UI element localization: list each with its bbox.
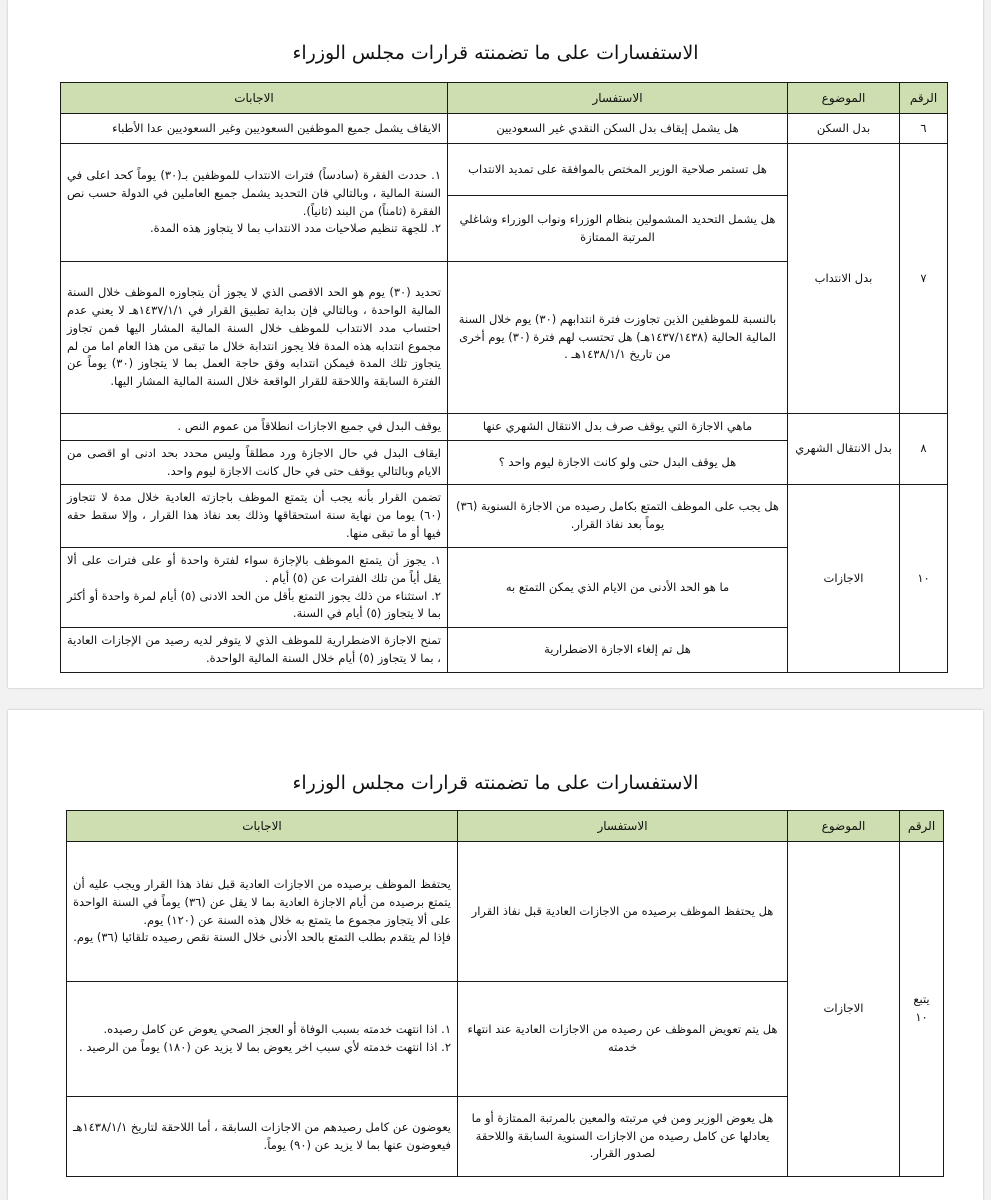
list-item: ١. يجوز أن يتمتع الموظف بالإجازة سواء لفترة واحدة أو على فترات على ألا يقل أياً من تلك الفترات عن (٥) أيام . xyxy=(67,552,441,585)
queries-table xyxy=(60,82,948,673)
answer-cell: ايقاف البدل في حال الاجازة ورد مطلقاً وليس محدد بحد ادنى او اقصى من الايام وبالتالي يوقف حتى في حال كانت الاجازة ليوم واحد. xyxy=(61,440,448,485)
table-row xyxy=(61,485,948,547)
query-cell: هل يحتفظ الموظف برصيده من الاجازات العادية قبل نفاذ القرار xyxy=(458,842,788,982)
table-row xyxy=(61,414,948,441)
table-row xyxy=(67,842,944,982)
header-subject: الموضوع xyxy=(788,811,900,842)
row-subject: بدل الانتداب xyxy=(788,144,900,414)
page-title: الاستفسارات على ما تضمنته قرارات مجلس الوزراء xyxy=(292,772,699,794)
header-answers: الاجابات xyxy=(61,83,448,114)
query-cell: ما هو الحد الأدنى من الايام الذي يمكن التمتع به xyxy=(448,547,788,627)
list-item: ٢. للجهة تنظيم صلاحيات مدد الانتداب بما لا يتجاوز هذه المدة. xyxy=(150,221,441,236)
list-item: ٢. اذا انتهت خدمته لأي سبب اخر يعوض بما لا يزيد عن (١٨٠) يوماً من الرصيد . xyxy=(79,1040,451,1054)
page-title: الاستفسارات على ما تضمنته قرارات مجلس الوزراء xyxy=(292,42,699,64)
answer-cell: يوقف البدل في جميع الاجازات انطلاقاً من عموم النص . xyxy=(61,414,448,441)
row-number: ٦ xyxy=(900,114,948,144)
answer-cell: تمنح الاجازة الاضطرارية للموظف الذي لا يتوفر لديه رصيد من الإجازات العادية ، بما لا يتجاوز (٥) أيام خلال السنة المالية الواحدة. xyxy=(61,628,448,673)
document-page-1 xyxy=(8,0,983,688)
query-cell: ماهي الاجازة التي يوقف صرف بدل الانتقال الشهري عنها xyxy=(448,414,788,441)
query-cell: هل يشمل إيقاف بدل السكن النقدي غير السعوديين xyxy=(448,114,788,144)
table-header-row xyxy=(61,83,948,114)
list-item: ٢. استثناء من ذلك يجوز التمتع بأقل من الحد الادنى (٥) أيام لمرة واحدة أو أكثر بما لا يتجاوز (٥) أيام في السنة. xyxy=(67,588,441,621)
query-cell: هل تستمر صلاحية الوزير المختص بالموافقة على تمديد الانتداب xyxy=(448,144,788,196)
query-cell: هل يتم تعويض الموظف عن رصيده من الاجازات العادية عند انتهاء خدمته xyxy=(458,982,788,1097)
query-cell: هل يشمل التحديد المشمولين بنظام الوزراء ونواب الوزراء وشاغلي المرتبة الممتازة xyxy=(448,196,788,262)
row-number: ٧ xyxy=(900,144,948,414)
table-row xyxy=(61,114,948,144)
row-number: ٨ xyxy=(900,414,948,485)
answer-cell: يعوضون عن كامل رصيدهم من الاجازات السابقة ، أما اللاحقة لتاريخ ١٤٣٨/١/١هـ فيعوضون عنها بما لا يزيد عن (٩٠) يوماً. xyxy=(67,1097,458,1177)
answer-cell xyxy=(67,842,458,982)
row-subject: الاجازات xyxy=(788,842,900,1177)
answer-cell: الايقاف يشمل جميع الموظفين السعوديين وغير السعوديين عدا الأطباء xyxy=(61,114,448,144)
header-query: الاستفسار xyxy=(458,811,788,842)
query-cell: هل تم إلغاء الاجازة الاضطرارية xyxy=(448,628,788,673)
answer-list xyxy=(67,552,441,623)
answer-cell: تحديد (٣٠) يوم هو الحد الاقصى الذي لا يجوز أن يتجاوزه الموظف خلال السنة المالية الواحدة ، وبالتالي فإن بداية تطبيق القرار في ١٤٣٧/١/١هـ لا يعني عدم احتساب مدد الانتداب للموظف خلال السنة المالية المشار اليها فمن تجاوز مجموع انتدابه هذه المدة فلا يجوز انتدابة خلال ما تبقى من هذا العام اما من لم يتجاوز تلك المدة فيمكن انتدابه وفق حاجة العمل بما لا يتجاوز (٣٠) يوماً عن الفترة السابقة واللاحقة للقرار الواقعة خلال السنة المالية المشار اليها. xyxy=(61,262,448,414)
answer-paragraph: فإذا لم يتقدم بطلب التمتع بالحد الأدنى خلال السنة نقص رصيده تلقائيا (٣٦) يوم. xyxy=(73,930,451,945)
header-query: الاستفسار xyxy=(448,83,788,114)
answer-list xyxy=(67,167,441,238)
row-subject: بدل الانتقال الشهري xyxy=(788,414,900,485)
query-cell: بالنسبة للموظفين الذين تجاوزت فترة انتدابهم (٣٠) يوم خلال السنة المالية الحالية (١٤٣٧/١٤٣٨هـ) هل تحتسب لهم فترة (٣٠) يوم أخرى من تاريخ ١٤٣٨/١/١هـ . xyxy=(448,262,788,414)
answer-list xyxy=(73,1021,451,1057)
header-num: الرقم xyxy=(900,83,948,114)
row-number: ١٠ xyxy=(900,485,948,672)
table-header-row xyxy=(67,811,944,842)
answer-cell: تضمن القرار بأنه يجب أن يتمتع الموظف باجازته العادية خلال مدة لا تتجاوز (٦٠) يوما من نهاية سنة استحقاقها وذلك بعد نفاذ هذا القرار ، وإلا سقط حقه فيها أو ما تبقى منها. xyxy=(61,485,448,547)
query-cell: هل يعوض الوزير ومن في مرتبته والمعين بالمرتبة الممتازة أو ما يعادلها عن كامل رصيده من الاجازات السنوية السابقة واللاحقة لصدور القرار. xyxy=(458,1097,788,1177)
row-number: يتبع ١٠ xyxy=(900,842,944,1177)
header-answers: الاجابات xyxy=(67,811,458,842)
table-row xyxy=(61,144,948,196)
header-num: الرقم xyxy=(900,811,944,842)
header-subject: الموضوع xyxy=(788,83,900,114)
query-cell: هل يجب على الموظف التمتع بكامل رصيده من الاجازة السنوية (٣٦) يوماً بعد نفاذ القرار. xyxy=(448,485,788,547)
answer-paragraph: يحتفظ الموظف برصيده من الاجازات العادية قبل نفاذ هذا القرار ويجب عليه أن يتمتع برصيده من أيام الاجازة العادية بما لا يقل عن (٣٦) يوماً في السنة الواحدة على ألا يتجاوز مجموع ما يتمتع به خلال هذه السنة عن (١٢٠) يوم. xyxy=(73,876,451,927)
document-page-2 xyxy=(8,710,983,1200)
query-cell: هل يوقف البدل حتى ولو كانت الاجازة ليوم واحد ؟ xyxy=(448,440,788,485)
row-subject: الاجازات xyxy=(788,485,900,672)
answer-cell xyxy=(61,547,448,627)
list-item: ١. حددت الفقرة (سادساً) فترات الانتداب للموظفين بـ(٣٠) يوماً كحد اعلى في السنة المالية ، وبالتالي فان التحديد يشمل جميع العاملين في الدولة حسب نص الفقرة (ثامناً) من البند (ثانياً). xyxy=(67,167,441,218)
row-subject: بدل السكن xyxy=(788,114,900,144)
answer-cell xyxy=(67,982,458,1097)
answer-cell xyxy=(61,144,448,262)
list-item: ١. اذا انتهت خدمته بسبب الوفاة أو العجز الصحي يعوض عن كامل رصيده. xyxy=(103,1022,451,1037)
queries-table xyxy=(66,810,944,1177)
